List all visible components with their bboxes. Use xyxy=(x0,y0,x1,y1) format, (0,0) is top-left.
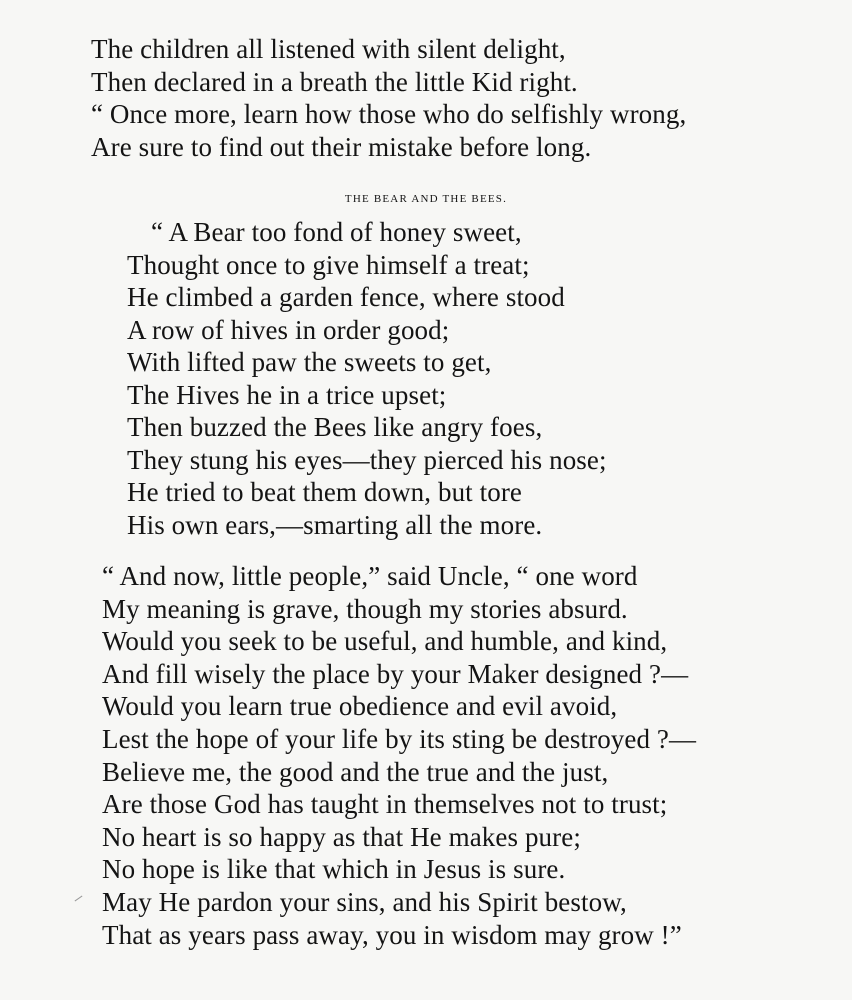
verse-line: No heart is so happy as that He makes pure; xyxy=(102,821,581,852)
verse-line: He tried to beat them down, but tore xyxy=(127,477,522,507)
verse-line: The children all listened with silent delight, xyxy=(91,34,566,64)
verse-line: Lest the hope of your life by its sting be destroyed ?— xyxy=(102,723,697,754)
verse-line: That as years pass away, you in wisdom may grow !” xyxy=(102,919,682,950)
verse-line: Would you seek to be useful, and humble, and kind, xyxy=(102,626,668,657)
pencil-mark xyxy=(75,896,83,902)
stanza-bear-and-bees xyxy=(127,216,607,541)
verse-line: “ And now, little people,” said Uncle, “ one word xyxy=(102,561,638,591)
verse-line: His own ears,—smarting all the more. xyxy=(127,509,543,540)
verse-line: May He pardon your sins, and his Spirit bestow, xyxy=(102,886,627,917)
verse-line: Thought once to give himself a treat; xyxy=(127,249,530,280)
verse-line: They stung his eyes—they pierced his nose; xyxy=(127,444,607,475)
verse-line: Would you learn true obedience and evil avoid, xyxy=(102,691,618,722)
verse-line: And fill wisely the place by your Maker designed ?— xyxy=(102,658,689,689)
verse-line: “ A Bear too fond of honey sweet, xyxy=(151,217,522,247)
verse-line: My meaning is grave, though my stories absurd. xyxy=(102,593,628,624)
verse-line: Are those God has taught in themselves not to trust; xyxy=(102,789,668,820)
verse-line: No hope is like that which in Jesus is sure. xyxy=(102,854,566,885)
verse-line: Then declared in a breath the little Kid right. xyxy=(91,66,578,97)
stanza-children-listened xyxy=(91,33,686,163)
verse-line: A row of hives in order good; xyxy=(127,314,450,345)
verse-line: Believe me, the good and the true and the just, xyxy=(102,756,609,787)
verse-line: With lifted paw the sweets to get, xyxy=(127,347,492,377)
verse-line: The Hives he in a trice upset; xyxy=(127,379,447,410)
verse-line: He climbed a garden fence, where stood xyxy=(127,282,565,312)
verse-line: Are sure to find out their mistake before long. xyxy=(91,131,592,162)
verse-line: “ Once more, learn how those who do selfishly wrong, xyxy=(91,99,687,129)
verse-line: Then buzzed the Bees like angry foes, xyxy=(127,412,543,442)
stanza-uncle-moral xyxy=(102,560,696,951)
poem-title: THE BEAR AND THE BEES. xyxy=(344,193,508,205)
